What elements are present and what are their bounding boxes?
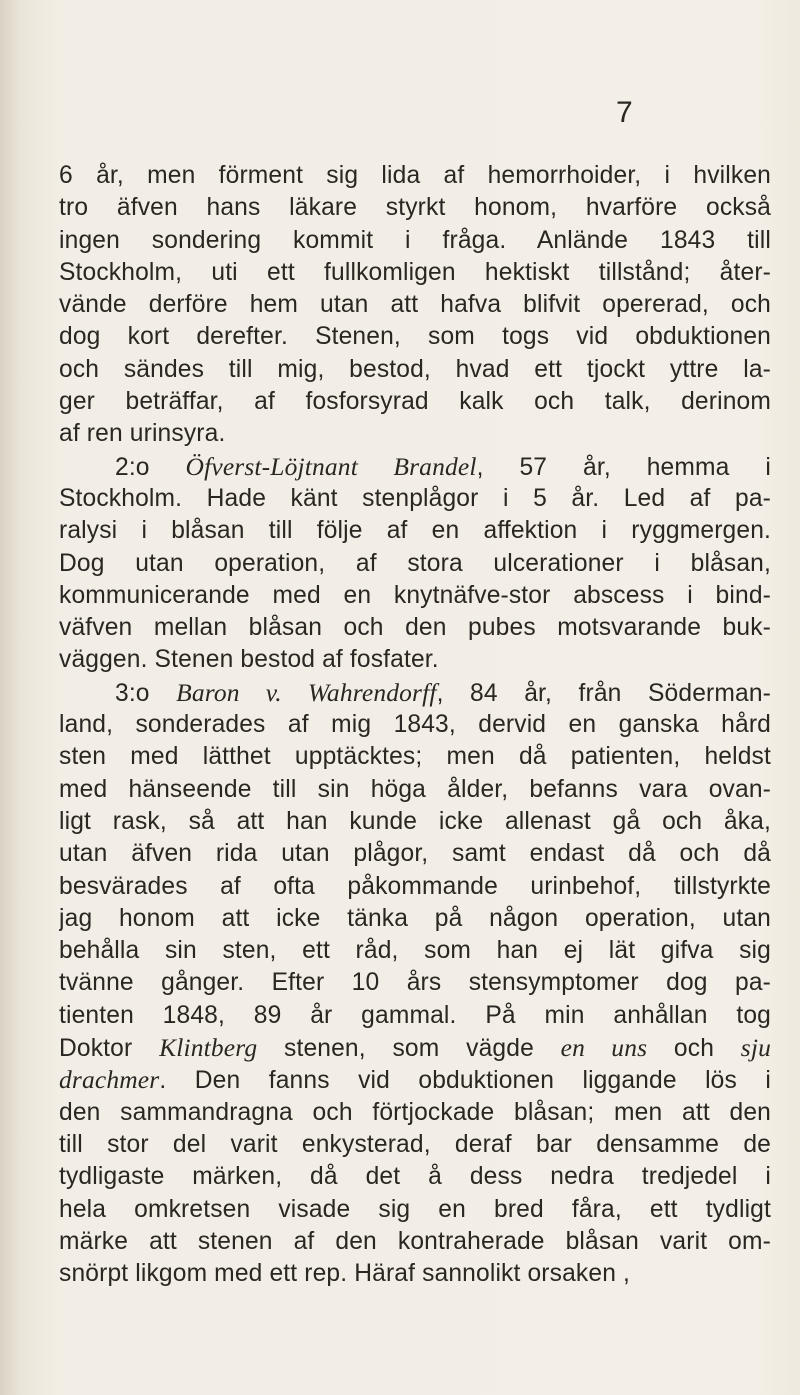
text-line [59,1258,771,1290]
text-line [59,386,771,418]
text-span: dog kort derefter. Stenen, som togs vid obduktionen [59,323,771,351]
italic-text: en uns [560,1033,648,1063]
text-line [59,1129,771,1161]
text-span: af ren urinsyra. [59,420,226,448]
text-line [59,289,771,321]
text-line [59,1161,771,1193]
text-span: 2:o [115,453,186,481]
text-line [59,612,771,644]
text-line [59,1226,771,1258]
text-line [59,871,771,903]
text-span: kommunicerande med en knytnäfve-stor abscess i bind- [59,581,771,609]
text-line [59,1064,771,1096]
text-span: utan äfven rida utan plågor, samt endast då och då [59,840,771,868]
text-line [59,192,771,224]
text-span: väfven mellan blåsan och den pubes motsvarande buk- [59,614,771,642]
text-line [59,1097,771,1129]
text-line [59,741,771,773]
text-span: Stockholm, uti ett fullkomligen hektiskt tillstånd; åter- [59,258,771,286]
text-span: ger beträffar, af fosforsyrad kalk och talk, derinom [59,388,771,416]
text-line [59,935,771,967]
italic-text: sju [740,1033,771,1063]
text-line [59,1032,771,1064]
text-span: och sändes till mig, bestod, hvad ett tjockt yttre la- [59,355,771,383]
text-span: Doktor [59,1035,160,1063]
text-span: Stockholm. Hade känt stenplågor i 5 år. Led af pa- [59,484,771,512]
text-span: ligt rask, så att han kunde icke allenast gå och åka, [59,807,771,835]
text-line [59,321,771,353]
text-span: stenen, som vägde [257,1035,561,1063]
text-span: 3:o [115,679,177,707]
text-line [59,838,771,870]
text-line [59,354,771,386]
text-line [59,225,771,257]
text-span: tro äfven hans läkare styrkt honom, hvarföre också [59,194,771,222]
text-span: till stor del varit enkysterad, deraf bar densamme de [59,1130,771,1158]
text-line [59,160,771,192]
text-line [59,774,771,806]
text-span: väggen. Stenen bestod af fosfater. [59,646,439,674]
text-span: tvänne gånger. Efter 10 års stensymptomer dog pa- [59,969,771,997]
text-line [59,483,771,515]
text-span: hela omkretsen visade sig en bred fåra, ett tydligt [59,1195,771,1223]
text-line [59,644,771,676]
text-line [59,548,771,580]
italic-text: Klintberg [159,1033,258,1063]
text-span: land, sonderades af mig 1843, dervid en ganska hård [59,711,771,739]
text-span: behålla sin sten, ett råd, som han ej lät gifva sig [59,937,771,965]
text-line [59,709,771,741]
text-span: märke att stenen af den kontraherade blåsan varit om- [59,1227,771,1255]
text-line [59,903,771,935]
text-line [59,967,771,999]
text-span: snörpt likgom med ett rep. Häraf sannolikt orsaken , [59,1260,630,1288]
italic-text: Öfverst-Löjtnant Brandel [185,451,477,481]
text-span: Dog utan operation, af stora ulcerationer i blåsan, [59,549,771,577]
italic-text: Baron v. Wahrendorff [176,677,437,707]
text-span: , 84 år, från Söderman- [436,679,771,707]
text-span: ralysi i blåsan till följe af en affektion i ryggmergen. [59,517,771,545]
text-line [59,677,771,709]
page-number: 7 [616,96,633,129]
text-line [59,580,771,612]
text-line [59,418,771,450]
text-span: 6 år, men förment sig lida af hemorrhoider, i hvilken [59,162,771,189]
text-line [59,257,771,289]
text-line [59,515,771,547]
text-span: vände derföre hem utan att hafva blifvit opererad, och [59,291,771,319]
text-line [59,1000,771,1032]
italic-text: drachmer [59,1065,160,1095]
body-text [59,160,771,1290]
text-line [59,806,771,838]
text-span: tydligaste märken, då det å dess nedra tredjedel i [59,1163,771,1191]
text-span: jag honom att icke tänka på någon operation, utan [59,904,771,932]
text-span: den sammandragna och förtjockade blåsan; men att den [59,1098,771,1126]
text-span: besvärades af ofta påkommande urinbehof, tillstyrkte [59,872,771,900]
text-span: ingen sondering kommit i fråga. Anlände 1843 till [59,226,771,254]
text-line [59,1194,771,1226]
text-span: och [647,1035,741,1063]
text-span: , 57 år, hemma i [476,453,771,481]
text-span: . Den fanns vid obduktionen liggande lös i [159,1067,771,1095]
text-span: tienten 1848, 89 år gammal. På min anhållan tog [59,1001,771,1029]
text-span: sten med lätthet upptäcktes; men då patienten, heldst [59,743,771,771]
text-span: med hänseende till sin höga ålder, befanns vara ovan- [59,775,771,803]
text-line [59,451,771,483]
